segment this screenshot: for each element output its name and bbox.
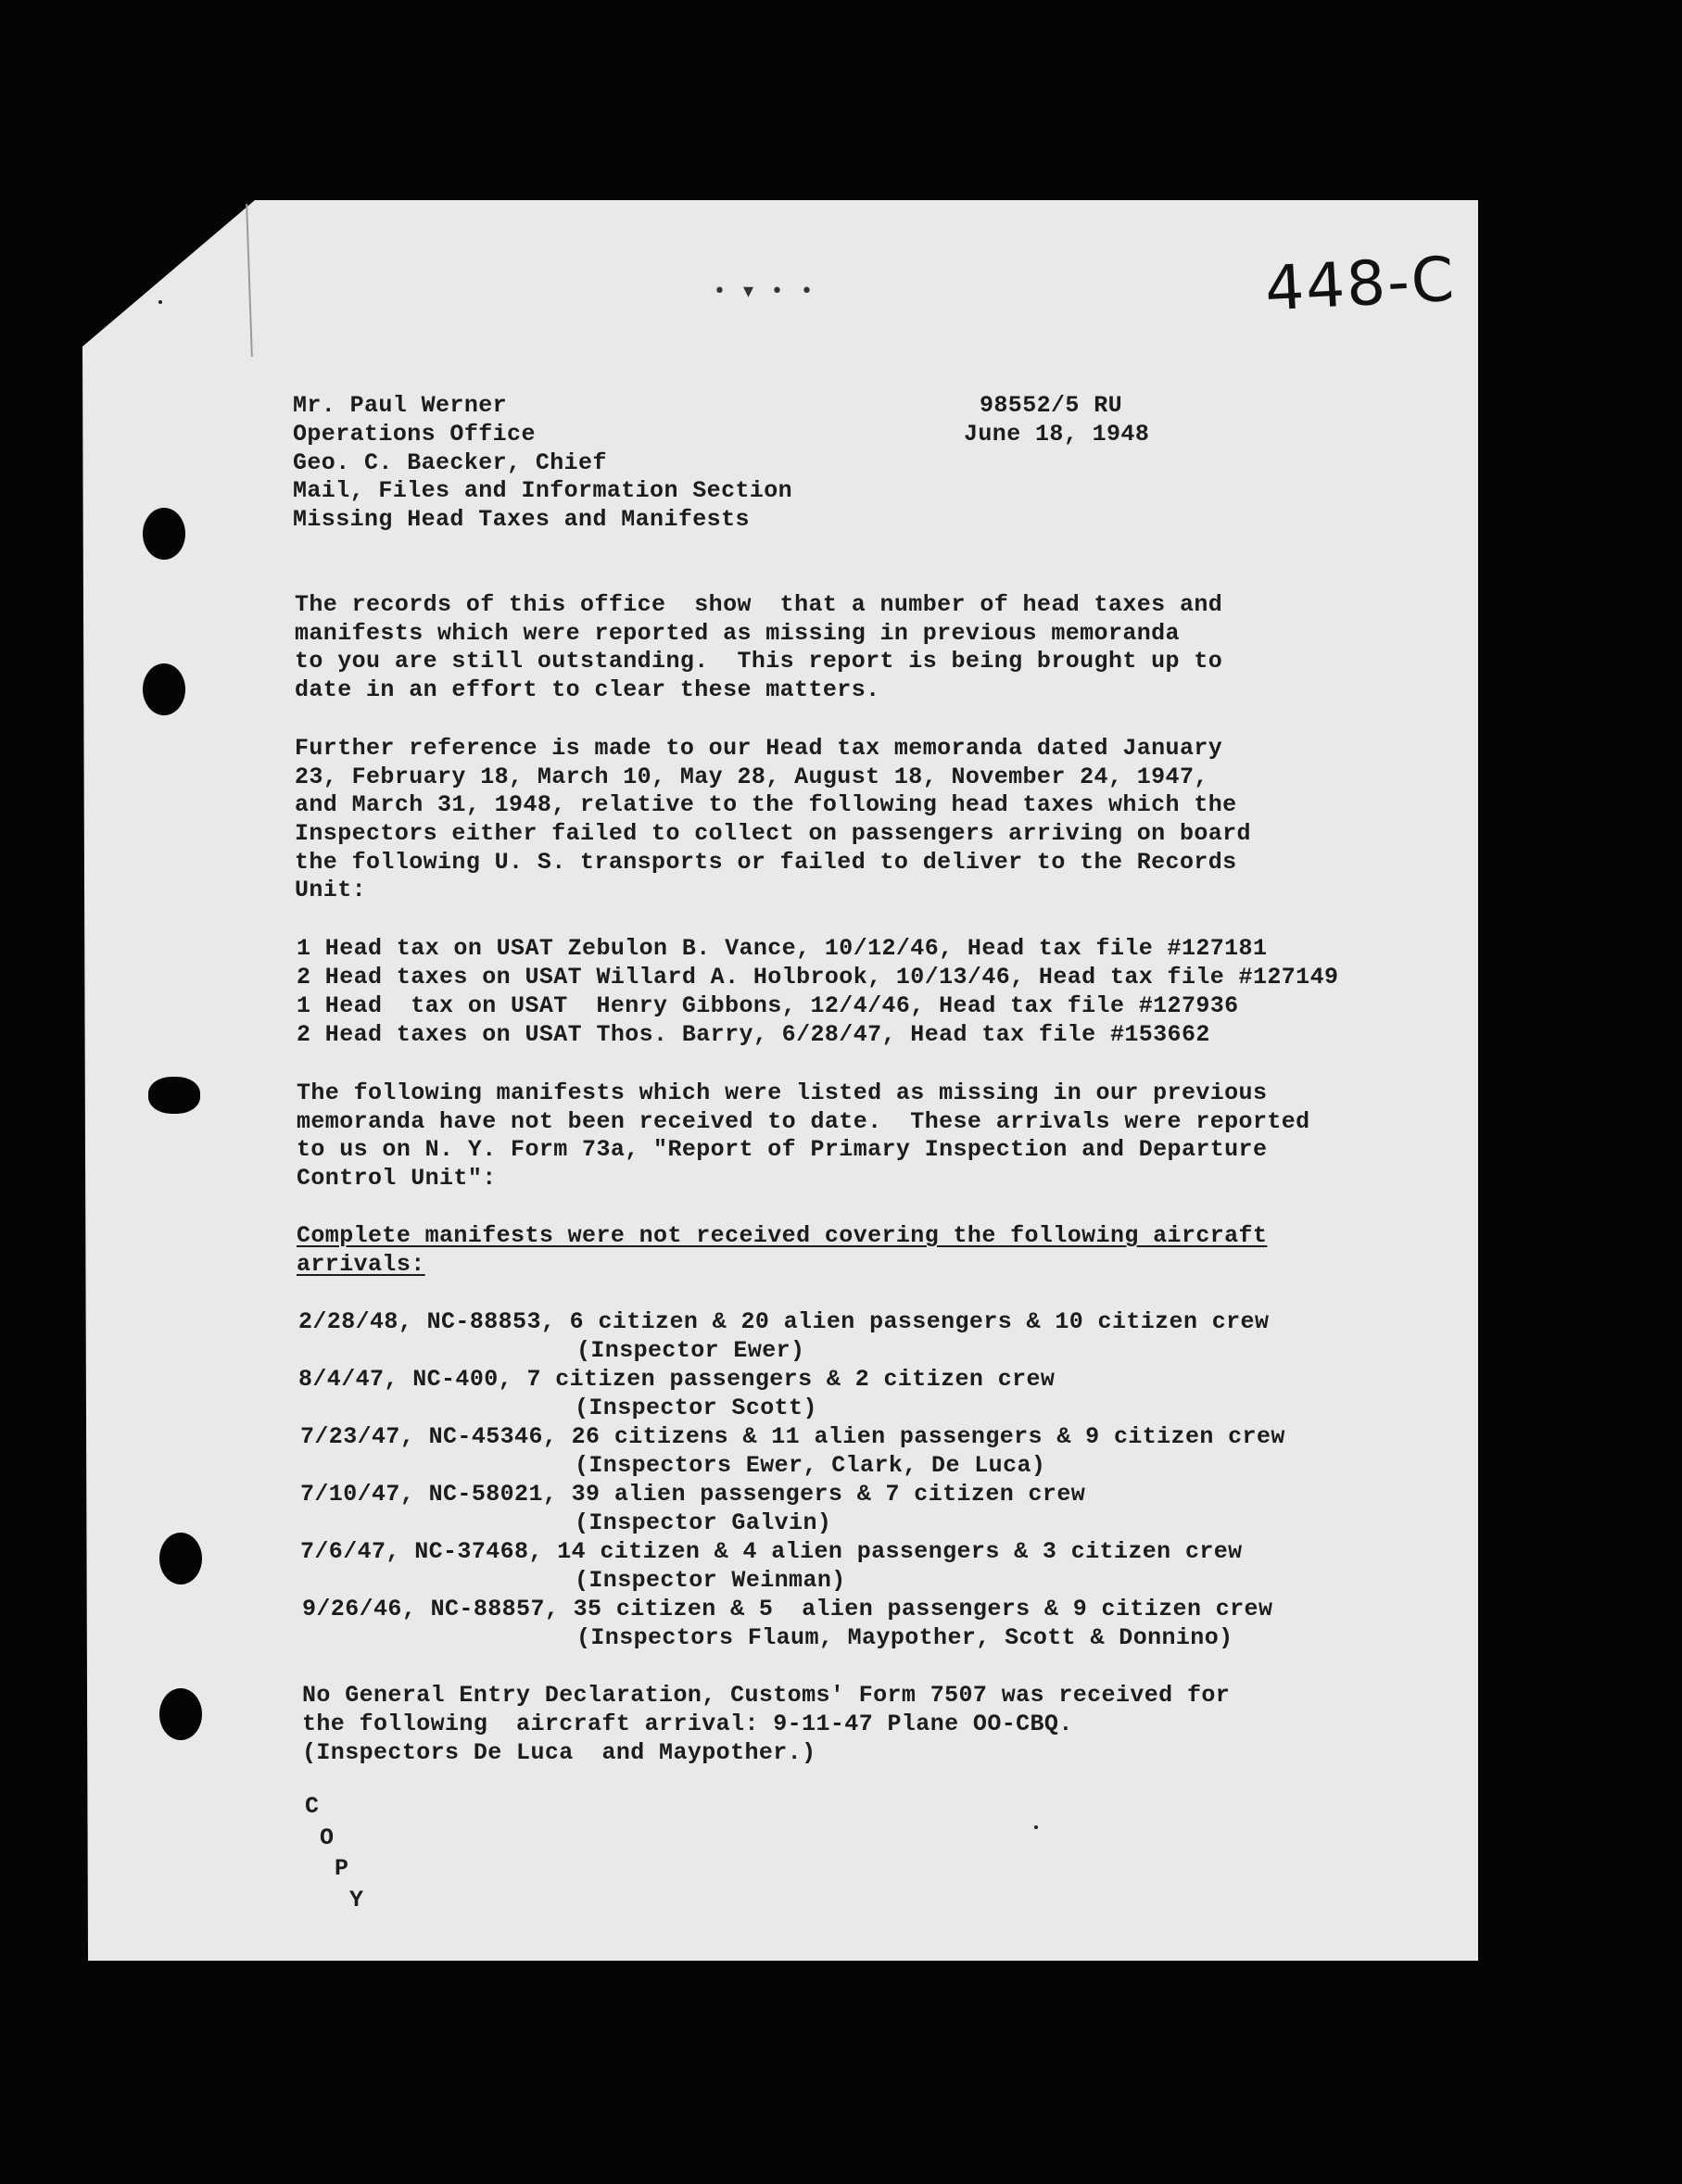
arrival-inspectors: (Inspectors Ewer, Clark, De Luca) (575, 1452, 1046, 1479)
recipient-name: Mr. Paul Werner (293, 392, 508, 419)
heading-line: arrivals: (297, 1251, 425, 1278)
list-item: 2 Head taxes on USAT Willard A. Holbrook, 10/13/46, Head tax file #127149 (297, 964, 1339, 991)
recipient-office: Operations Office (293, 421, 536, 448)
text-line: 23, February 18, March 10, May 28, August 18, November 24, 1947, (295, 764, 1208, 790)
copy-letter: C (305, 1793, 320, 1820)
copy-letter: Y (349, 1887, 364, 1913)
text-line: the following aircraft arrival: 9-11-47 Plane OO-CBQ. (302, 1711, 1073, 1737)
punch-hole (148, 1077, 200, 1114)
sender-section: Mail, Files and Information Section (293, 477, 793, 504)
punch-hole (143, 508, 185, 560)
copy-letter: P (335, 1855, 349, 1882)
copy-letter: O (320, 1824, 335, 1851)
arrival-inspectors: (Inspector Ewer) (576, 1337, 805, 1364)
arrival-line: 9/26/46, NC-88857, 35 citizen & 5 alien passengers & 9 citizen crew (302, 1596, 1273, 1622)
handwritten-file-number: 448-C (1263, 243, 1458, 325)
speck (158, 300, 162, 304)
text-line: Inspectors either failed to collect on passengers arriving on board (295, 820, 1251, 847)
arrival-line: 2/28/48, NC-88853, 6 citizen & 20 alien passengers & 10 citizen crew (298, 1308, 1270, 1335)
arrival-line: 8/4/47, NC-400, 7 citizen passengers & 2 citizen crew (298, 1366, 1056, 1393)
text-line: No General Entry Declaration, Customs' Form 7507 was received for (302, 1682, 1231, 1709)
heading-line: Complete manifests were not received covering the following aircraft (297, 1222, 1268, 1249)
header-marks: • ▾ • • (714, 280, 818, 303)
text-line: memoranda have not been received to date. These arrivals were reported (297, 1108, 1310, 1135)
text-line: The following manifests which were listed as missing in our previous (297, 1079, 1268, 1106)
text-line: and March 31, 1948, relative to the following head taxes which the (295, 791, 1237, 818)
arrival-line: 7/6/47, NC-37468, 14 citizen & 4 alien passengers & 3 citizen crew (300, 1538, 1243, 1565)
text-line: (Inspectors De Luca and Maypother.) (302, 1739, 816, 1766)
text-line: Further reference is made to our Head tax memoranda dated January (295, 735, 1223, 762)
list-item: 1 Head tax on USAT Henry Gibbons, 12/4/46, Head tax file #127936 (297, 992, 1239, 1019)
text-line: the following U. S. transports or failed to deliver to the Records (295, 849, 1237, 876)
file-reference-number: 98552/5 RU (980, 392, 1123, 419)
punch-hole (159, 1533, 202, 1584)
speck (1034, 1825, 1038, 1829)
text-line: manifests which were reported as missing in previous memoranda (295, 620, 1180, 647)
arrival-inspectors: (Inspectors Flaum, Maypother, Scott & Donnino) (576, 1624, 1233, 1651)
memo-subject: Missing Head Taxes and Manifests (293, 506, 750, 533)
arrival-line: 7/23/47, NC-45346, 26 citizens & 11 alien passengers & 9 citizen crew (300, 1423, 1285, 1450)
punch-hole (143, 663, 185, 715)
text-line: to you are still outstanding. This report is being brought up to (295, 648, 1223, 675)
list-item: 1 Head tax on USAT Zebulon B. Vance, 10/12/46, Head tax file #127181 (297, 935, 1268, 962)
sender-name: Geo. C. Baecker, Chief (293, 449, 607, 476)
arrival-line: 7/10/47, NC-58021, 39 alien passengers & 7 citizen crew (300, 1481, 1086, 1508)
memo-date: June 18, 1948 (964, 421, 1150, 448)
text-line: Control Unit": (297, 1165, 497, 1192)
list-item: 2 Head taxes on USAT Thos. Barry, 6/28/47, Head tax file #153662 (297, 1021, 1210, 1048)
text-line: The records of this office show that a number of head taxes and (295, 591, 1223, 618)
text-line: date in an effort to clear these matters. (295, 676, 880, 703)
text-line: Unit: (295, 877, 367, 903)
arrival-inspectors: (Inspector Galvin) (575, 1509, 832, 1536)
punch-hole (159, 1688, 202, 1740)
arrival-inspectors: (Inspector Scott) (575, 1395, 817, 1421)
arrival-inspectors: (Inspector Weinman) (575, 1567, 846, 1594)
text-line: to us on N. Y. Form 73a, "Report of Primary Inspection and Departure (297, 1136, 1268, 1163)
